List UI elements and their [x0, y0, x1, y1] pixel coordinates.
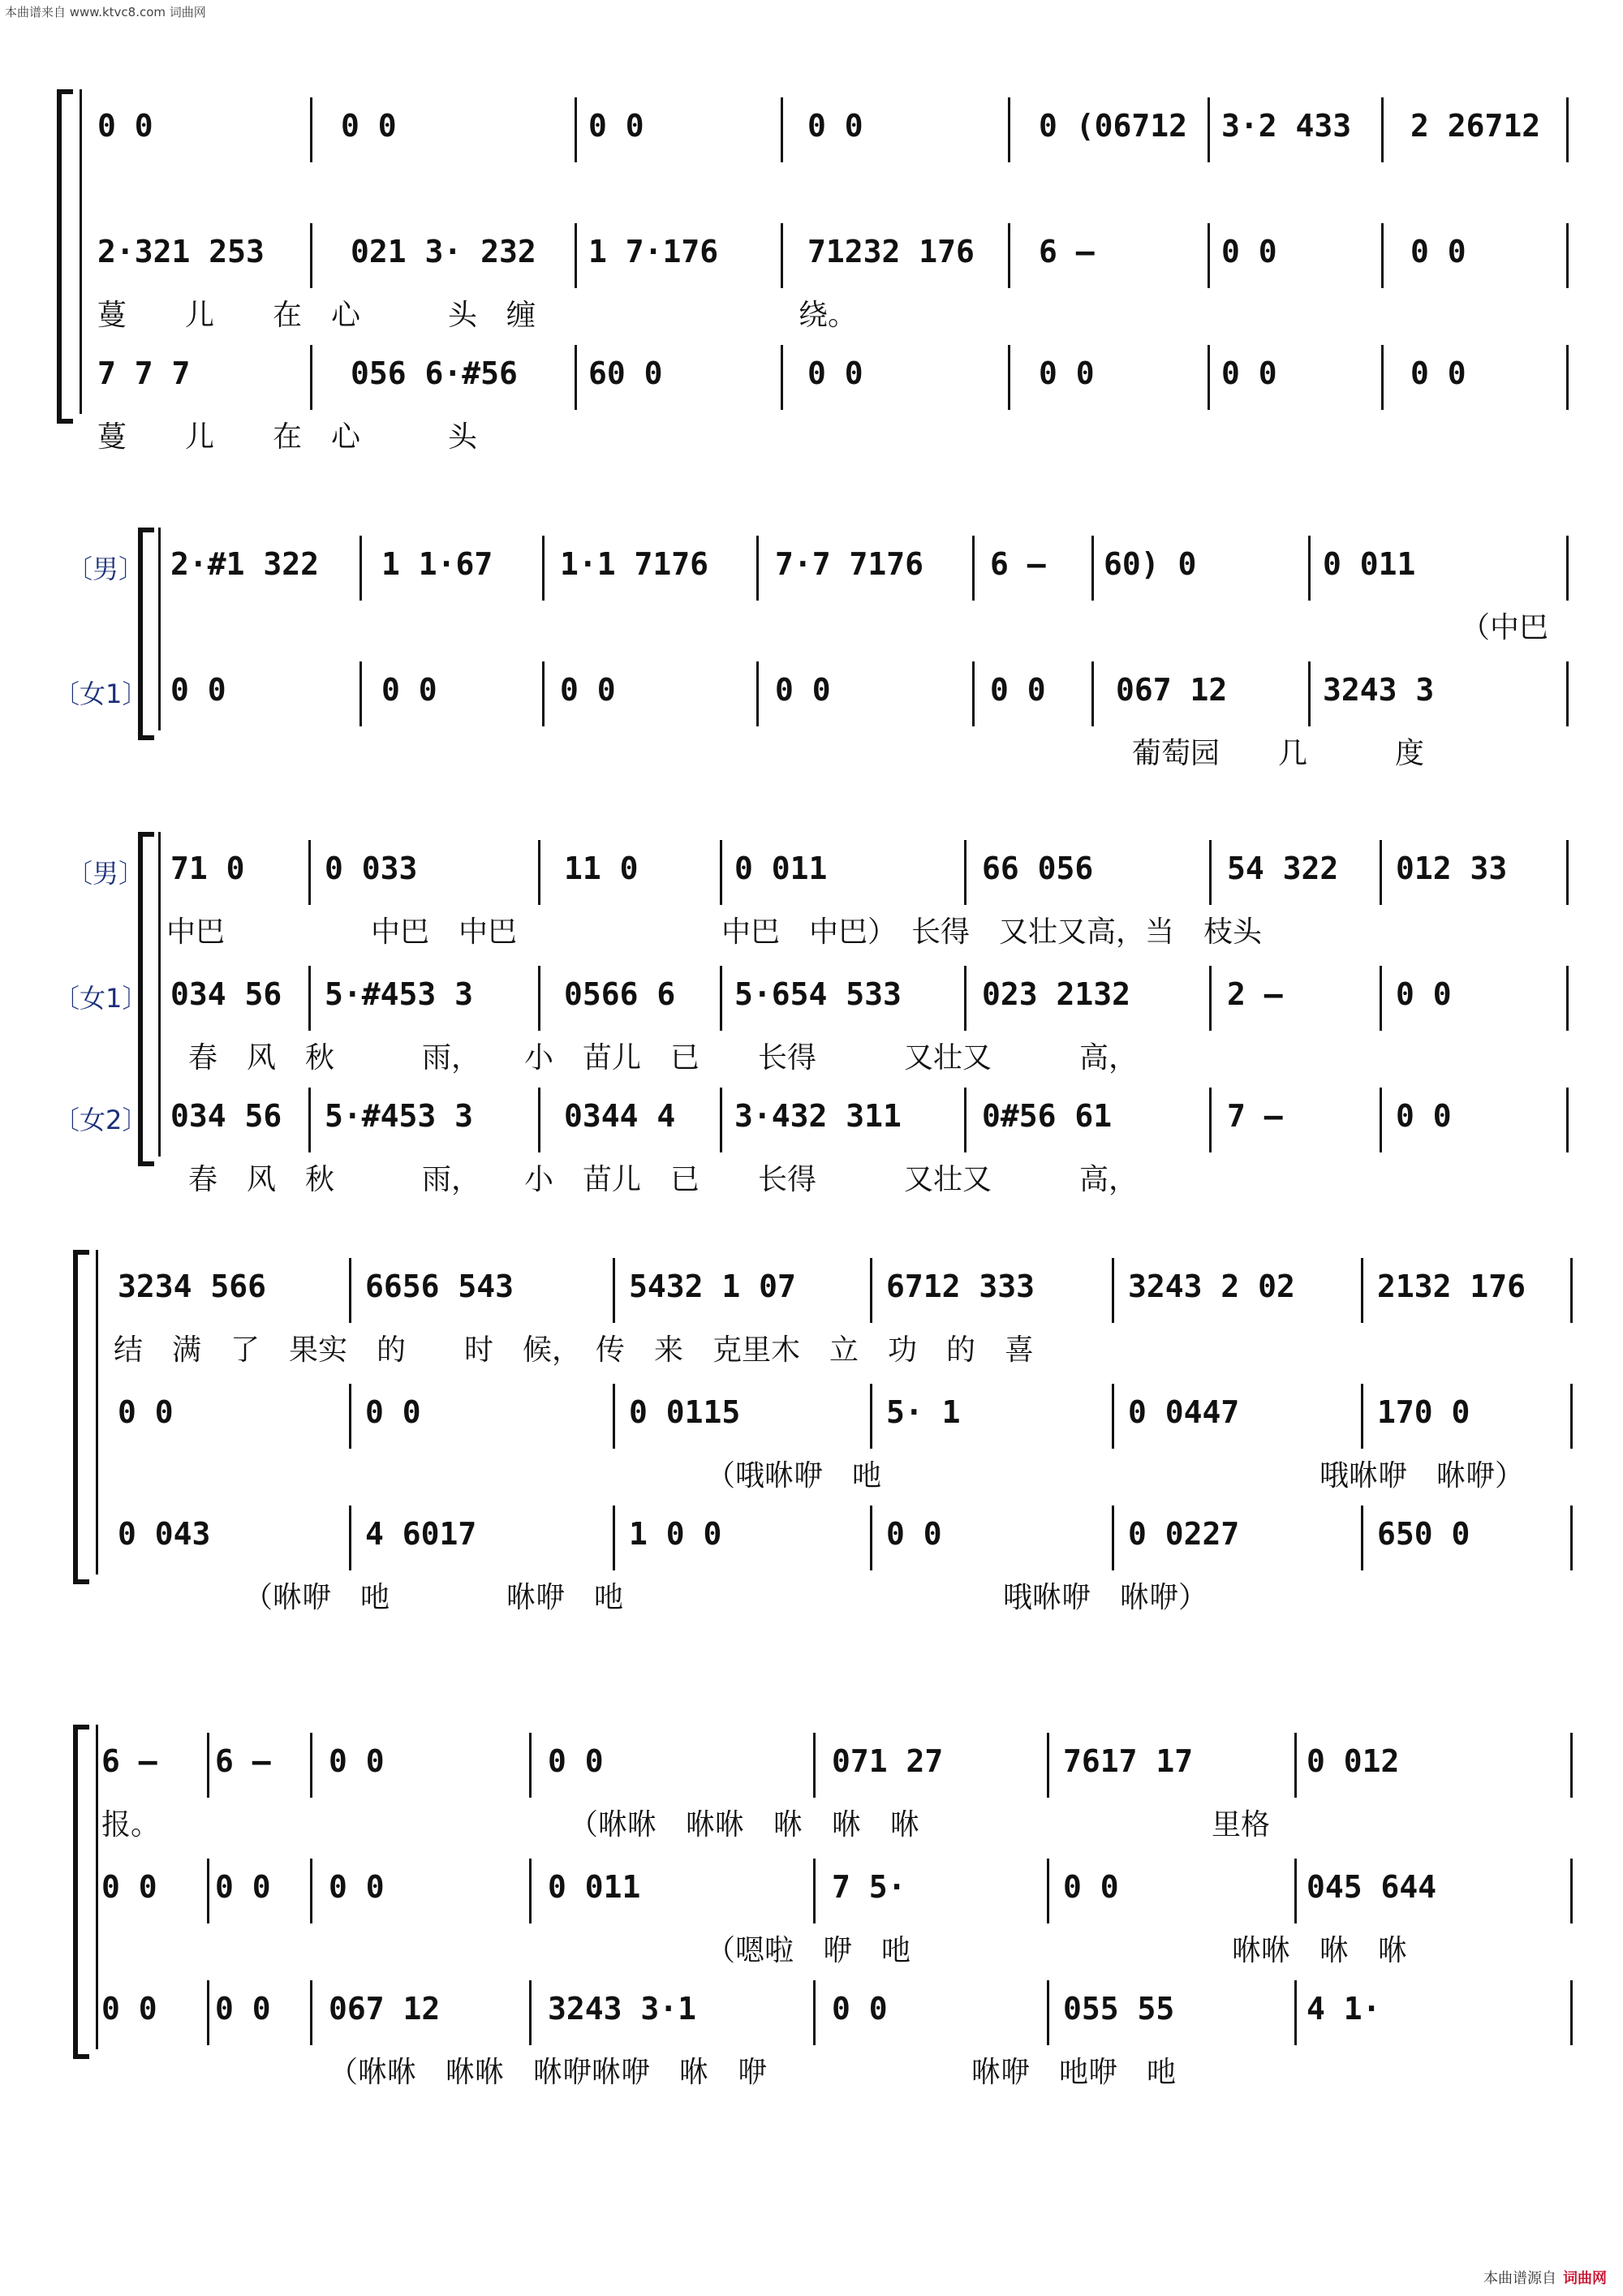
- measure: 7·7 7176: [775, 546, 924, 582]
- barline: [1294, 1733, 1297, 1798]
- barline: [1047, 1733, 1049, 1798]
- barline: [1380, 966, 1382, 1031]
- barline: [1570, 1733, 1573, 1798]
- barline: [359, 661, 362, 726]
- barline: [972, 536, 975, 601]
- measure: 650 0: [1377, 1516, 1470, 1552]
- measure: 0 0: [1410, 355, 1466, 391]
- measure: 3243 2 02: [1128, 1269, 1295, 1304]
- measure: 7 7 7: [97, 355, 191, 391]
- measure: 0 0: [1410, 234, 1466, 269]
- barline: [964, 966, 966, 1031]
- part-label-male: 〔男〕: [67, 554, 145, 584]
- lyrics-line: 蔓 儿 在 心 头: [97, 420, 478, 454]
- measure: 0 0: [990, 672, 1046, 708]
- barline: [310, 223, 312, 288]
- measure: 0 0115: [629, 1394, 741, 1430]
- measure: 034 56: [170, 976, 282, 1012]
- measure: 0 0: [1063, 1869, 1119, 1905]
- measure: 0 011: [548, 1869, 641, 1905]
- lyrics-line: （咻咻 咻咻 咻咿咻咿 咻 咿 咻咿 吔咿 吔: [329, 2056, 1177, 2089]
- measure: 1·1 7176: [560, 546, 709, 582]
- barline: [813, 1733, 816, 1798]
- barline: [1047, 1980, 1049, 2045]
- measure: 0 0: [560, 672, 616, 708]
- barline: [542, 661, 545, 726]
- lyrics-line: 结 满 了 果实 的 时 候， 传 来 克里木 立 功 的 喜: [114, 1333, 1035, 1367]
- measure: 067 12: [329, 1991, 441, 2027]
- barline: [1208, 345, 1210, 410]
- measure: 7 –: [1227, 1098, 1283, 1134]
- measure: 6 –: [990, 546, 1046, 582]
- measure: 2·321 253: [97, 234, 265, 269]
- barline: [1308, 536, 1311, 601]
- barline: [720, 966, 722, 1031]
- measure: 60 0: [588, 355, 663, 391]
- barline: [1112, 1258, 1114, 1323]
- measure: 034 56: [170, 1098, 282, 1134]
- barline: [720, 1088, 722, 1152]
- lyrics-line: 中巴 中巴 中巴 中巴 中巴） 长得 又壮又高，当 枝头: [166, 915, 1263, 949]
- barline: [1566, 223, 1569, 288]
- barline: [964, 1088, 966, 1152]
- barline: [1308, 661, 1311, 726]
- staff-row: [0, 97, 1623, 154]
- barline: [1566, 345, 1569, 410]
- measure: 0 0: [886, 1516, 942, 1552]
- measure: 0 0: [341, 108, 397, 144]
- measure: 0 0: [1221, 234, 1277, 269]
- barline: [1091, 536, 1094, 601]
- barline: [1566, 966, 1569, 1031]
- barline: [613, 1258, 615, 1323]
- barline: [813, 1859, 816, 1923]
- barline: [1380, 1088, 1382, 1152]
- barline: [1566, 661, 1569, 726]
- measure: 11 0: [564, 851, 639, 886]
- part-label-female-1: 〔女1〕: [54, 678, 149, 709]
- measure: 0 0: [381, 672, 437, 708]
- staff-row: [0, 1088, 1623, 1144]
- barline: [349, 1258, 351, 1323]
- barline: [1380, 840, 1382, 905]
- measure: 056 6·#56: [351, 355, 518, 391]
- measure: 2 –: [1227, 976, 1283, 1012]
- measure: 0 (06712: [1039, 108, 1188, 144]
- lyrics-line: 春 风 秋 雨， 小 苗儿 已 长得 又壮又 高，: [188, 1163, 1139, 1196]
- barline: [538, 966, 540, 1031]
- staff-row: [0, 1733, 1623, 1790]
- barline: [529, 1980, 532, 2045]
- barline: [813, 1980, 816, 2045]
- measure: 0#56 61: [982, 1098, 1113, 1134]
- lyrics-line: （嗯啦 咿 吔 咻咻 咻 咻: [706, 1934, 1408, 1967]
- barline: [359, 536, 362, 601]
- measure: 0 0: [1396, 976, 1452, 1012]
- barline: [310, 345, 312, 410]
- measure: 0 011: [1323, 546, 1416, 582]
- barline: [1208, 97, 1210, 162]
- staff-row: [0, 223, 1623, 280]
- barline: [1361, 1258, 1363, 1323]
- measure: 5432 1 07: [629, 1269, 796, 1304]
- staff-row: [0, 966, 1623, 1023]
- header-text: 本曲谱来自 www.ktvc8.com 词曲网: [5, 5, 206, 19]
- barline: [529, 1859, 532, 1923]
- lyrics-line: 春 风 秋 雨， 小 苗儿 已 长得 又壮又 高，: [188, 1041, 1139, 1075]
- measure: 6 –: [215, 1743, 271, 1779]
- measure: 0 0: [1039, 355, 1095, 391]
- lyrics-line: 报。 （咻咻 咻咻 咻 咻 咻 里格: [101, 1808, 1271, 1842]
- measure: 0 0: [807, 355, 863, 391]
- barline: [1361, 1384, 1363, 1449]
- barline: [1570, 1980, 1573, 2045]
- measure: 5· 1: [886, 1394, 961, 1430]
- staff-row: [0, 1384, 1623, 1441]
- part-label-female-1: 〔女1〕: [54, 983, 149, 1014]
- measure: 0 0: [101, 1869, 157, 1905]
- barline: [781, 97, 783, 162]
- measure: 54 322: [1227, 851, 1339, 886]
- barline: [1209, 1088, 1212, 1152]
- barline: [575, 345, 577, 410]
- barline: [529, 1733, 532, 1798]
- measure: 0 0: [1221, 355, 1277, 391]
- barline: [1112, 1506, 1114, 1570]
- measure: 3234 566: [118, 1269, 267, 1304]
- barline: [781, 345, 783, 410]
- measure: 5·#453 3: [325, 976, 474, 1012]
- measure: 0 0: [588, 108, 644, 144]
- barline: [1570, 1384, 1573, 1449]
- staff-row: [0, 1980, 1623, 2037]
- measure: 0 0: [807, 108, 863, 144]
- measure: 3·432 311: [734, 1098, 902, 1134]
- lyrics-line: （哦咻咿 吔 哦咻咿 咻咿）: [706, 1459, 1525, 1493]
- barline: [308, 840, 311, 905]
- measure: 1 7·176: [588, 234, 719, 269]
- barline: [542, 536, 545, 601]
- measure: 0566 6: [564, 976, 676, 1012]
- measure: 0 0: [215, 1869, 271, 1905]
- measure: 5·654 533: [734, 976, 902, 1012]
- barline: [538, 1088, 540, 1152]
- barline: [972, 661, 975, 726]
- barline: [1570, 1258, 1573, 1323]
- barline: [1091, 661, 1094, 726]
- barline: [613, 1384, 615, 1449]
- lyrics-line: （咻咿 吔 咻咿 吔 哦咻咿 咻咿）: [243, 1581, 1208, 1614]
- barline: [308, 966, 311, 1031]
- barline: [1209, 966, 1212, 1031]
- measure: 0 0: [170, 672, 226, 708]
- measure: 2 26712: [1410, 108, 1541, 144]
- measure: 055 55: [1063, 1991, 1175, 2027]
- measure: 0 0: [118, 1394, 174, 1430]
- part-label-female-2: 〔女2〕: [54, 1105, 149, 1135]
- measure: 0 0: [329, 1743, 385, 1779]
- barline: [756, 536, 759, 601]
- measure: 0 0: [365, 1394, 421, 1430]
- barline: [870, 1384, 872, 1449]
- measure: 0 0: [101, 1991, 157, 2027]
- staff-row: [0, 661, 1623, 718]
- barline: [1112, 1384, 1114, 1449]
- barline: [613, 1506, 615, 1570]
- staff-row: [0, 840, 1623, 897]
- footer: [1483, 2267, 1607, 2288]
- measure: 7617 17: [1063, 1743, 1194, 1779]
- measure: 0 0: [215, 1991, 271, 2027]
- lyrics-line: 葡萄园 几 度: [1132, 737, 1425, 770]
- measure: 4 6017: [365, 1516, 477, 1552]
- measure: 1 1·67: [381, 546, 493, 582]
- barline: [870, 1258, 872, 1323]
- barline: [1566, 1088, 1569, 1152]
- measure: 3243 3·1: [548, 1991, 697, 2027]
- barline: [349, 1384, 351, 1449]
- measure: 6 –: [1039, 234, 1095, 269]
- barline: [310, 1980, 312, 2045]
- barline: [756, 661, 759, 726]
- barline: [308, 1088, 311, 1152]
- measure: 0 0: [1396, 1098, 1452, 1134]
- staff-row: [0, 1506, 1623, 1562]
- staff-row: [0, 345, 1623, 402]
- measure: 045 644: [1307, 1869, 1437, 1905]
- measure: 6656 543: [365, 1269, 514, 1304]
- barline: [1008, 97, 1010, 162]
- lyrics-line: 蔓 儿 在 心 头 缠 绕。: [97, 299, 858, 332]
- barline: [310, 1859, 312, 1923]
- measure: 0 0: [548, 1743, 604, 1779]
- barline: [310, 1733, 312, 1798]
- measure: 0 0: [775, 672, 831, 708]
- measure: 0 0227: [1128, 1516, 1240, 1552]
- measure: 0 0: [329, 1869, 385, 1905]
- barline: [1008, 223, 1010, 288]
- barline: [1381, 345, 1384, 410]
- barline: [1361, 1506, 1363, 1570]
- measure: 4 1·: [1307, 1991, 1381, 2027]
- measure: 0 011: [734, 851, 828, 886]
- measure: 170 0: [1377, 1394, 1470, 1430]
- barline: [1294, 1859, 1297, 1923]
- barline: [207, 1733, 209, 1798]
- barline: [538, 840, 540, 905]
- measure: 0344 4: [564, 1098, 676, 1134]
- barline: [870, 1506, 872, 1570]
- barline: [1570, 1506, 1573, 1570]
- staff-row: [0, 1859, 1623, 1915]
- barline: [349, 1506, 351, 1570]
- measure: 71 0: [170, 851, 245, 886]
- barline: [1209, 840, 1212, 905]
- barline: [1381, 97, 1384, 162]
- measure: 0 033: [325, 851, 418, 886]
- measure: 0 0: [832, 1991, 888, 2027]
- barline: [575, 223, 577, 288]
- lyrics-line: （中巴: [1461, 611, 1549, 644]
- barline: [1566, 97, 1569, 162]
- measure: 71232 176: [807, 234, 975, 269]
- measure: 60) 0: [1104, 546, 1197, 582]
- measure: 6 –: [101, 1743, 157, 1779]
- measure: 3·2 433: [1221, 108, 1352, 144]
- barline: [720, 840, 722, 905]
- measure: 023 2132: [982, 976, 1131, 1012]
- footer-source: 本曲谱源自: [1483, 2270, 1556, 2287]
- barline: [310, 97, 312, 162]
- measure: 5·#453 3: [325, 1098, 474, 1134]
- barline: [1008, 345, 1010, 410]
- measure: 6712 333: [886, 1269, 1035, 1304]
- barline: [207, 1980, 209, 2045]
- barline: [1381, 223, 1384, 288]
- barline: [1566, 840, 1569, 905]
- barline: [1047, 1859, 1049, 1923]
- measure: 0 0447: [1128, 1394, 1240, 1430]
- measure: 021 3· 232: [351, 234, 536, 269]
- barline: [1566, 536, 1569, 601]
- measure: 0 043: [118, 1516, 211, 1552]
- barline: [575, 97, 577, 162]
- measure: 071 27: [832, 1743, 944, 1779]
- measure: 067 12: [1116, 672, 1228, 708]
- measure: 2·#1 322: [170, 546, 320, 582]
- footer-brand-logo[interactable]: 词曲网: [1563, 2270, 1607, 2287]
- barline: [1294, 1980, 1297, 2045]
- staff-row: [0, 1258, 1623, 1315]
- part-label-male: 〔男〕: [67, 858, 145, 889]
- measure: 3243 3: [1323, 672, 1435, 708]
- measure: 012 33: [1396, 851, 1508, 886]
- measure: 66 056: [982, 851, 1094, 886]
- measure: 7 5·: [832, 1869, 906, 1905]
- barline: [1208, 223, 1210, 288]
- measure: 1 0 0: [629, 1516, 722, 1552]
- barline: [964, 840, 966, 905]
- measure: 0 0: [97, 108, 153, 144]
- measure: 0 012: [1307, 1743, 1400, 1779]
- measure: 2132 176: [1377, 1269, 1526, 1304]
- barline: [781, 223, 783, 288]
- staff-row: [0, 536, 1623, 592]
- barline: [1570, 1859, 1573, 1923]
- barline: [207, 1859, 209, 1923]
